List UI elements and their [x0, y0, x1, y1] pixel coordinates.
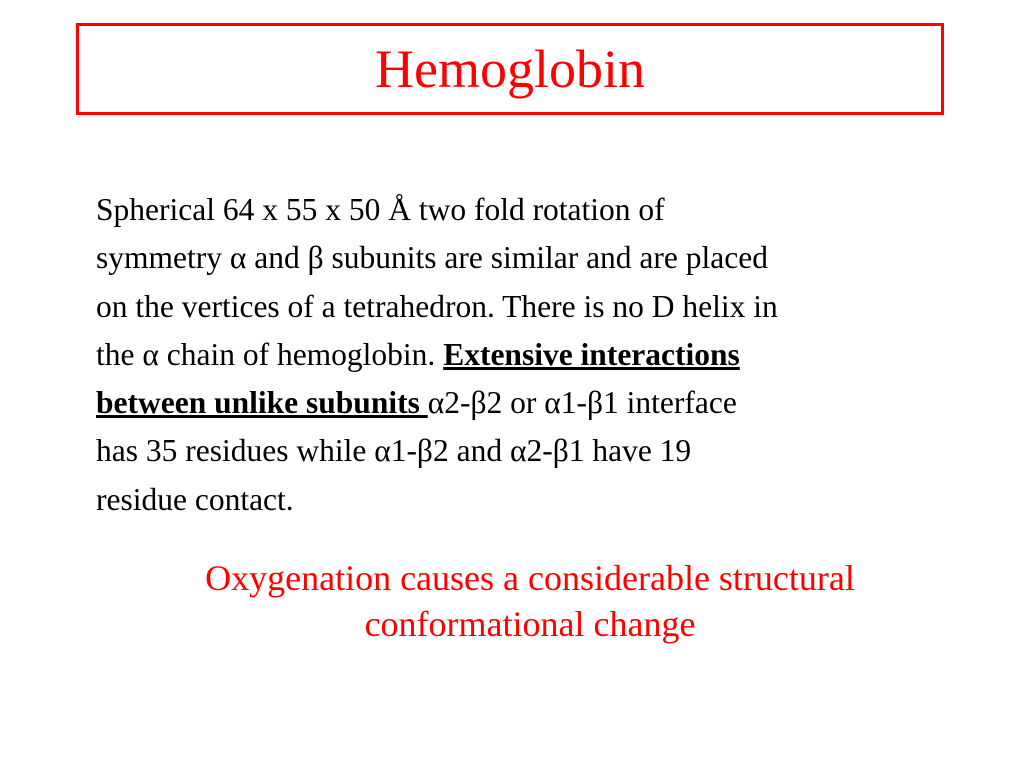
body-line-1: Spherical 64 x 55 x 50 Å two fold rotation of	[96, 192, 665, 227]
emphasis-extensive-interactions: Extensive interactions	[443, 336, 740, 372]
conclusion-line-2: conformational change	[364, 604, 696, 644]
conclusion-line-1: Oxygenation causes a considerable structural	[205, 558, 855, 598]
body-line-6: has 35 residues while α1-β2 and α2-β1 have 19	[96, 433, 692, 469]
emphasis-unlike-subunits: between unlike subunits	[96, 385, 428, 421]
body-line-7: residue contact.	[96, 481, 294, 517]
body-paragraph	[96, 186, 976, 524]
body-line-4-text: the α chain of hemoglobin.	[96, 336, 444, 372]
slide-title: Hemoglobin	[375, 39, 645, 99]
body-line-2: symmetry α and β subunits are similar and are placed	[96, 240, 768, 276]
body-line-3: on the vertices of a tetrahedron. There is no D helix in	[96, 288, 778, 324]
body-line-5-text: α2-β2 or α1-β1 interface	[427, 385, 737, 421]
conclusion-text	[80, 555, 980, 647]
body-line-5	[96, 379, 976, 427]
title-box	[76, 23, 944, 115]
body-line-4	[96, 331, 976, 379]
